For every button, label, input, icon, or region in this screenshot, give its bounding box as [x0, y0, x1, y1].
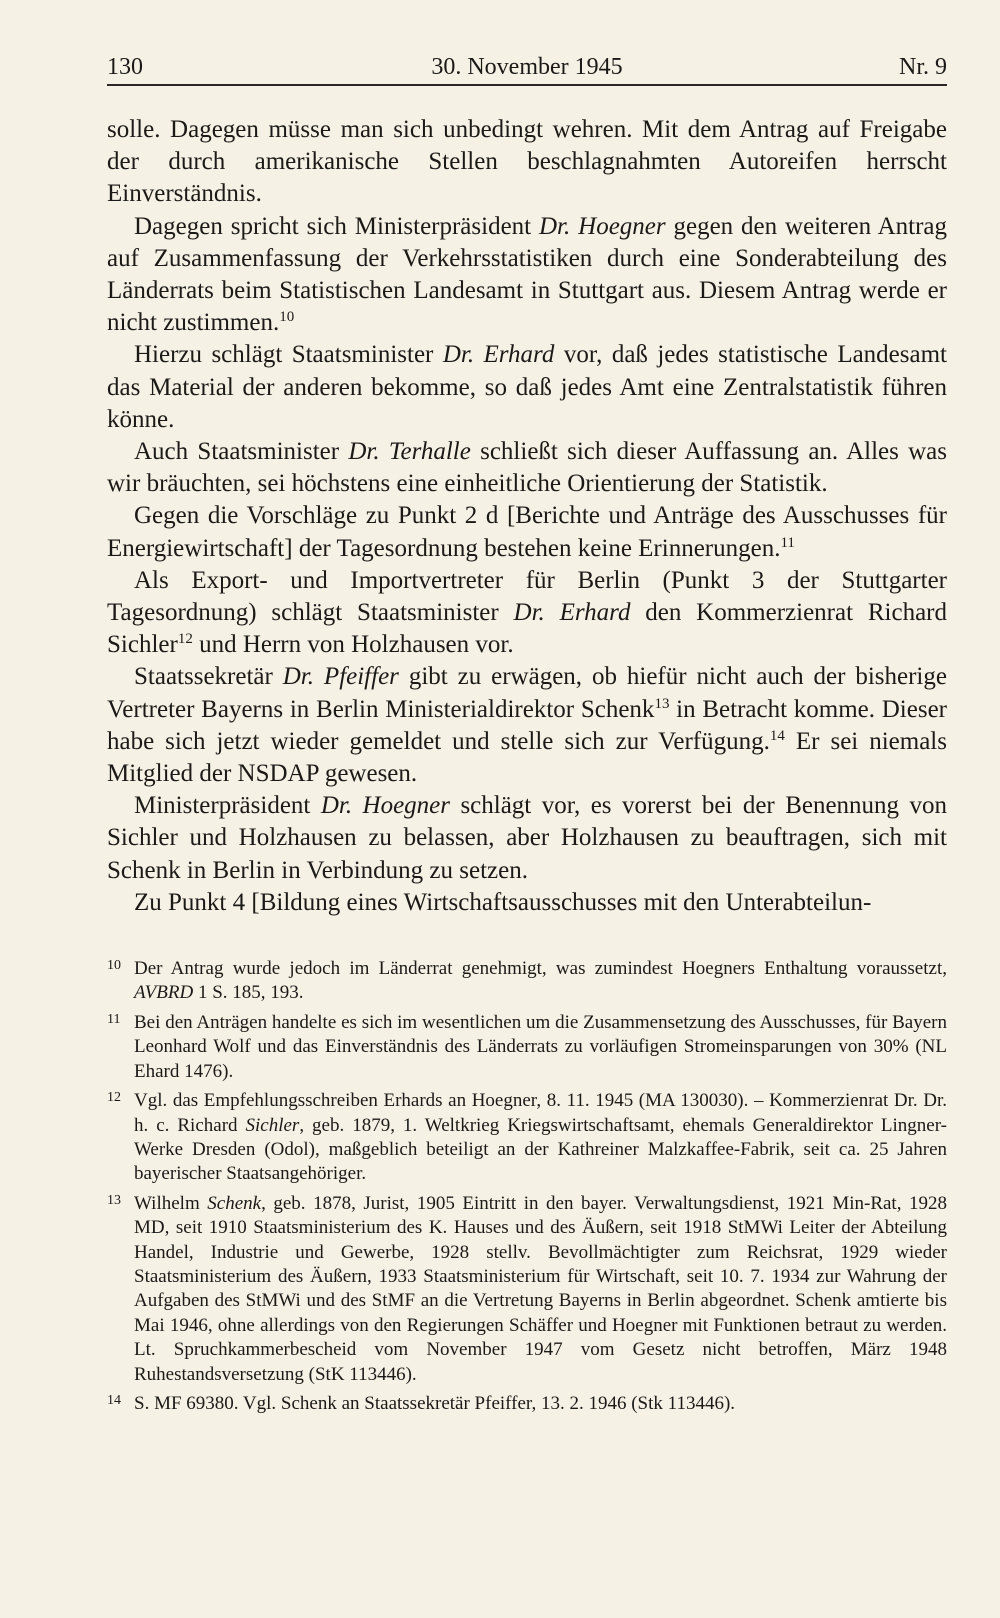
- paragraph: [107, 436, 947, 500]
- text-run: Gegen die Vorschläge zu Punkt 2 d [Berichte und Anträge des Ausschusses für Energiewirtschaft] der Tagesordnung bestehen keine Erinnerungen.: [107, 502, 947, 562]
- italic-name: Dr. Hoegner: [539, 212, 666, 240]
- text-run: Wilhelm: [134, 1192, 208, 1214]
- text-run: Hierzu schlägt Staatsminister: [134, 341, 443, 369]
- footnote-number: 10: [107, 958, 121, 974]
- italic-name: Dr. Hoegner: [320, 792, 450, 820]
- text-run: Bei den Anträgen handelte es sich im wesentlichen um die Zusammensetzung des Ausschusses, für Bayern Leonhard Wolf und das Einverständnis des Länderrats zu vorläufigen Stromeinsparungen von 30% (NL Ehard 1476).: [134, 1011, 947, 1082]
- paragraph: [107, 661, 947, 790]
- page-header: [107, 50, 947, 86]
- footnote: [107, 1392, 947, 1416]
- paragraph: [107, 790, 947, 887]
- text-run: Als Export- und Importvertreter für Berlin (Punkt 3 der Stuttgarter Tagesordnung) schlägt Staatsminister: [107, 566, 947, 627]
- text-run: Staatssekretär: [134, 663, 283, 691]
- italic-name: AVBRD: [134, 982, 194, 1004]
- paragraph: [107, 500, 947, 564]
- footnote: [107, 957, 947, 1006]
- paragraph: [107, 339, 947, 436]
- italic-name: Dr. Pfeiffer: [282, 663, 399, 691]
- text-run: schließt sich dieser Auffassung an. Alles was wir bräuchten, sei höchstens eine einheitliche Orientierung der Statistik.: [107, 438, 947, 498]
- text-run: S. MF 69380. Vgl. Schenk an Staatssekretär Pfeiffer, 13. 2. 1946 (Stk 113446).: [134, 1392, 736, 1414]
- text-run: Ministerpräsident: [134, 792, 321, 820]
- footnote: [107, 1192, 947, 1387]
- footnote: [107, 1089, 947, 1187]
- italic-name: Sichler: [245, 1114, 300, 1136]
- text-run: gibt zu erwägen, ob hiefür nicht auch der bisherige Vertreter Bayerns in Berlin Ministerialdirektor Schenk: [107, 663, 947, 723]
- body-text: [107, 114, 947, 919]
- text-run: , geb. 1879, 1. Weltkrieg Kriegswirtschaftsamt, ehemals Generaldirektor Lingner-Werke Dresden (Odol), maßgeblich beteiligt an der Kathreiner Malzkaffee-Fabrik, seit ca. 25 Jahren bayerischer Staatsangehöriger.: [134, 1114, 947, 1185]
- text-run: Der Antrag wurde jedoch im Länderrat genehmigt, was zumindest Hoegners Enthaltung voraussetzt,: [134, 958, 947, 980]
- footnote-reference: 14: [769, 727, 785, 744]
- text-run: und Herrn von Holzhausen vor.: [192, 631, 514, 659]
- italic-name: Schenk: [207, 1192, 262, 1214]
- text-run: vor, daß jedes statistische Landesamt das Material der anderen bekomme, so daß jedes Amt eine Zentralstatistik führen könne.: [107, 341, 947, 433]
- footnotes: [107, 957, 947, 1416]
- text-run: in Betracht komme. Dieser habe sich jetzt wieder gemeldet und stelle sich zur Verfügung.: [107, 695, 947, 755]
- italic-name: Dr. Terhalle: [348, 438, 471, 466]
- text-run: 1 S. 185, 193.: [193, 982, 304, 1004]
- text-run: den Kommerzienrat Richard Sichler: [107, 599, 948, 659]
- footnote-number: 14: [107, 1392, 121, 1408]
- footnote-reference: 10: [279, 309, 295, 326]
- paragraph: [107, 887, 947, 919]
- italic-name: Dr. Erhard: [513, 599, 631, 627]
- footnote-reference: 11: [780, 534, 795, 551]
- text-run: schlägt vor, es vorerst bei der Benennung von Sichler und Holzhausen zu belassen, aber Holzhausen zu beauftragen, sich mit Schenk in Berlin in Verbindung zu setzen.: [107, 792, 948, 884]
- text-run: solle. Dagegen müsse man sich unbedingt wehren. Mit dem Antrag auf Freigabe der durch amerikanische Stellen beschlagnahmten Autoreifen herrscht Einverständnis.: [107, 116, 947, 208]
- text-run: Zu Punkt 4 [Bildung eines Wirtschaftsausschusses mit den Unterabteilun-: [134, 888, 872, 916]
- italic-name: Dr. Erhard: [442, 341, 555, 369]
- footnote-reference: 13: [654, 695, 670, 712]
- footnote-number: 11: [107, 1011, 121, 1027]
- text-run: Dagegen spricht sich Ministerpräsident: [134, 212, 539, 240]
- paragraph: [107, 211, 947, 340]
- footnote-number: 13: [107, 1192, 121, 1208]
- footnote-reference: 12: [177, 631, 193, 648]
- issue-number: Nr. 9: [899, 54, 947, 80]
- footnote: [107, 1011, 947, 1084]
- header-date: 30. November 1945: [431, 54, 623, 80]
- paragraph: [107, 565, 947, 662]
- footnote-number: 12: [107, 1090, 121, 1106]
- text-run: Vgl. das Empfehlungsschreiben Erhards an Hoegner, 8. 11. 1945 (MA 130030). – Kommerzienrat Dr. Dr. h. c. Richard: [134, 1090, 947, 1136]
- text-run: Er sei niemals Mitglied der NSDAP gewesen.: [107, 727, 947, 788]
- paragraph: [107, 114, 947, 211]
- text-run: Auch Staatsminister: [134, 438, 349, 466]
- document-page: [107, 50, 947, 1421]
- text-run: gegen den weiteren Antrag auf Zusammenfassung der Verkehrsstatistiken durch eine Sonderabteilung des Länderrats beim Statistischen Landesamt in Stuttgart aus. Diesem Antrag werde er nicht zustimmen.: [107, 212, 947, 337]
- page-number: 130: [107, 54, 143, 80]
- text-run: , geb. 1878, Jurist, 1905 Eintritt in den bayer. Verwaltungsdienst, 1921 Min-Rat, 1928 MD, seit 1910 Staatsministerium des K. Hauses und des Äußern, seit 1918 StMWi Leiter der Abteilung Handel, Industrie und Gewerbe, 1928 stellv. Bevollmächtigter zum Reichsrat, 1929 wieder Staatsministerium des Äußern, 1933 Staatsministerium für Wirtschaft, seit 10. 7. 1934 zur Wahrung der Aufgaben des StMWi und des StMF an die Vertretung Bayerns in Berlin abgeordnet. Schenk amtierte bis Mai 1946, ohne allerdings von den Regierungen Schäffer und Hoegner mit Funktionen betraut zu werden. Lt. Spruchkammerbescheid vom November 1947 vom Gesetz nicht betroffen, März 1948 Ruhestandsversetzung (StK 113446).: [134, 1192, 947, 1385]
